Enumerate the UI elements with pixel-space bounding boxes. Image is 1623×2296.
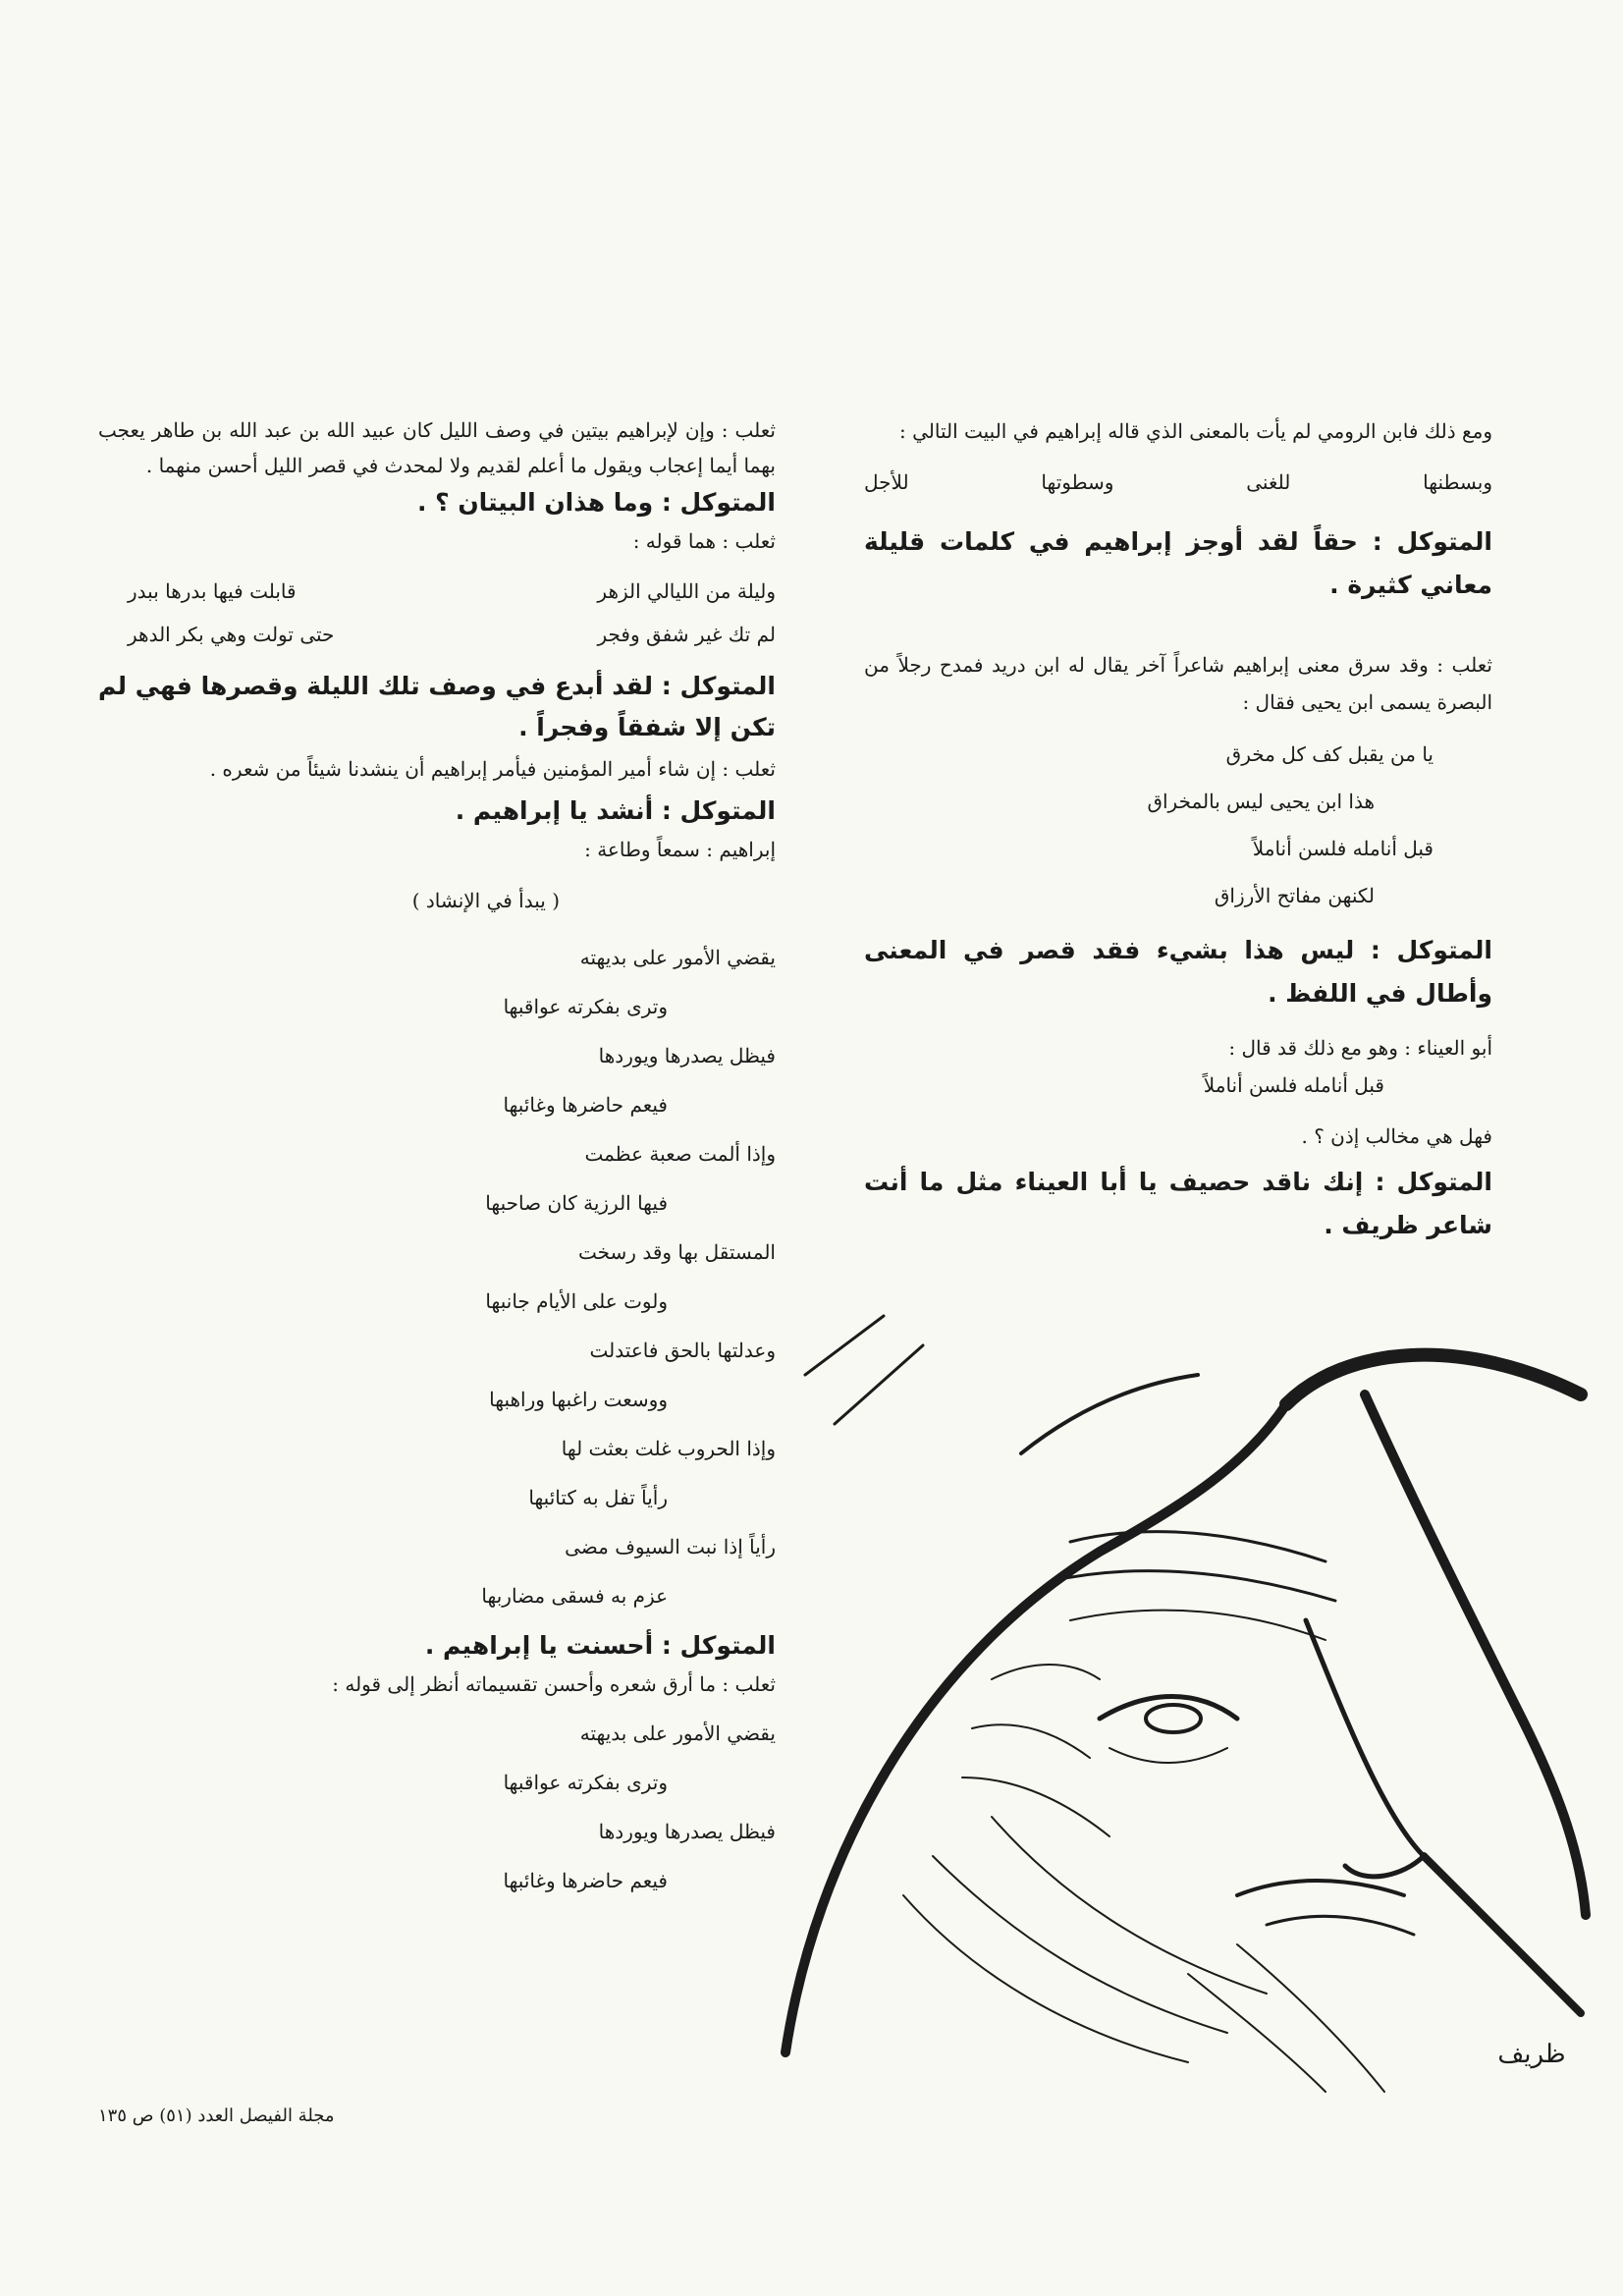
- mutawakkil-speech: المتوكل : ليس هذا بشيء فقد قصر في المعنى وأطال في اللفظ .: [864, 936, 1492, 1008]
- portrait-sketch: [776, 1306, 1591, 2106]
- verse-line: فيعم حاضرها وغائبها: [503, 1869, 668, 1892]
- verse-line: المستقل بها وقد رسخت: [578, 1240, 776, 1264]
- footer-citation: مجلة الفيصل العدد (٥١) ص ١٣٥: [98, 2105, 335, 2126]
- abulaina-speech: فهل هي مخالب إذن ؟ .: [1301, 1124, 1492, 1148]
- verse-line: ولوت على الأيام جانبها: [485, 1289, 668, 1313]
- mutawakkil-speech: المتوكل : وما هذان البيتان ؟ .: [416, 488, 776, 517]
- verse-word: للغنى: [1246, 470, 1291, 494]
- verse-line: قبل أنامله فلسن أناملاً: [1252, 837, 1434, 860]
- mutawakkil-speech: المتوكل : أحسنت يا إبراهيم .: [424, 1631, 776, 1660]
- verse-line: يقضي الأمور على بديهته: [579, 946, 776, 969]
- verse-line: لكنهن مفاتح الأرزاق: [1214, 884, 1375, 907]
- verse-line: [864, 464, 1492, 501]
- hemistich: لم تك غير شفق وفجر: [597, 623, 776, 646]
- thalab-speech: ثعلب : ما أرق شعره وأحسن تقسيماته أنظر إلى قوله :: [332, 1672, 776, 1696]
- hemistich: حتى تولت وهي بكر الدهر: [128, 623, 335, 646]
- right-column: [864, 412, 1492, 1247]
- verse-line: فيها الرزية كان صاحبها: [485, 1191, 668, 1215]
- verse-line: عزم به فسقى مضاربها: [481, 1584, 668, 1608]
- verse-line: رأياً إذا نبت السيوف مضى: [565, 1535, 776, 1558]
- verse-line: فيعم حاضرها وغائبها: [503, 1093, 668, 1117]
- mutawakkil-speech: المتوكل : لقد أبدع في وصف تلك الليلة وقصرها فهي لم تكن إلا شفقاً وفجراً .: [98, 672, 776, 741]
- left-column: [98, 412, 776, 1905]
- thalab-speech: ثعلب : هما قوله :: [632, 529, 776, 553]
- verse-line: وإذا ألمت صعبة عظمت: [584, 1142, 776, 1166]
- verse-line: وإذا الحروب غلت بعثت لها: [561, 1437, 776, 1460]
- stage-direction: ( يبدأ في الإنشاد ): [411, 889, 560, 912]
- verse-line: يا من يقبل كف كل مخرق: [1225, 742, 1434, 766]
- hemistich: وليلة من الليالي الزهر: [597, 579, 776, 603]
- poem-repeat: [98, 1709, 776, 1905]
- verse-word: وسطوتها: [1041, 470, 1114, 494]
- mutawakkil-speech: المتوكل : إنك ناقد حصيف يا أبا العيناء مثل ما أنت شاعر ظريف .: [864, 1168, 1492, 1239]
- couplet-line: [98, 570, 776, 613]
- paragraph: ومع ذلك فابن الرومي لم يأت بالمعنى الذي قاله إبراهيم في البيت التالي :: [898, 419, 1492, 443]
- verse-line: رأياً تفل به كتائبها: [528, 1486, 668, 1509]
- artist-signature: ظريف: [1497, 2040, 1566, 2069]
- poem: [98, 933, 776, 1620]
- verse-line: فيظل يصدرها ويوردها: [598, 1044, 776, 1067]
- mutawakkil-speech: المتوكل : حقاً لقد أوجز إبراهيم في كلمات قليلة معاني كثيرة .: [864, 527, 1492, 599]
- verse-word: للأجل: [864, 470, 909, 494]
- thalab-speech: ثعلب : وإن لإبراهيم بيتين في وصف الليل كان عبيد الله بن عبد الله بن طاهر يعجب بهما أيما إعجاب ويقول ما أعلم لقديم ولا لمحدث في قصر الليل أحسن منهما .: [98, 418, 776, 477]
- verse-line: فيظل يصدرها ويوردها: [598, 1820, 776, 1843]
- verse-line: وعدلتها بالحق فاعتدلت: [589, 1339, 776, 1362]
- verse-line: هذا ابن يحيى ليس بالمخراق: [1147, 790, 1375, 813]
- thalab-speech: ثعلب : وقد سرق معنى إبراهيم شاعراً آخر يقال له ابن دريد فمدح رجلاً من البصرة يسمى ابن يحيى فقال :: [864, 653, 1492, 714]
- mutawakkil-speech: المتوكل : أنشد يا إبراهيم .: [455, 796, 776, 825]
- verse-line: قبل أنامله فلسن أناملاً: [1203, 1073, 1384, 1097]
- verse-line: يقضي الأمور على بديهته: [579, 1722, 776, 1745]
- verse-word: وبسطنها: [1423, 470, 1492, 494]
- hemistich: قابلت فيها بدرها ببدر: [128, 579, 297, 603]
- ibrahim-speech: إبراهيم : سمعاً وطاعة :: [584, 838, 776, 861]
- couplet-line: [98, 613, 776, 656]
- abulaina-speech: أبو العيناء : وهو مع ذلك قد قال :: [1228, 1036, 1492, 1060]
- verse-line: وترى بفكرته عواقبها: [503, 1771, 668, 1794]
- thalab-speech: ثعلب : إن شاء أمير المؤمنين فيأمر إبراهيم أن ينشدنا شيئاً من شعره .: [209, 757, 776, 781]
- verse-line: ووسعت راغبها وراهبها: [489, 1388, 668, 1411]
- verse-line: وترى بفكرته عواقبها: [503, 995, 668, 1018]
